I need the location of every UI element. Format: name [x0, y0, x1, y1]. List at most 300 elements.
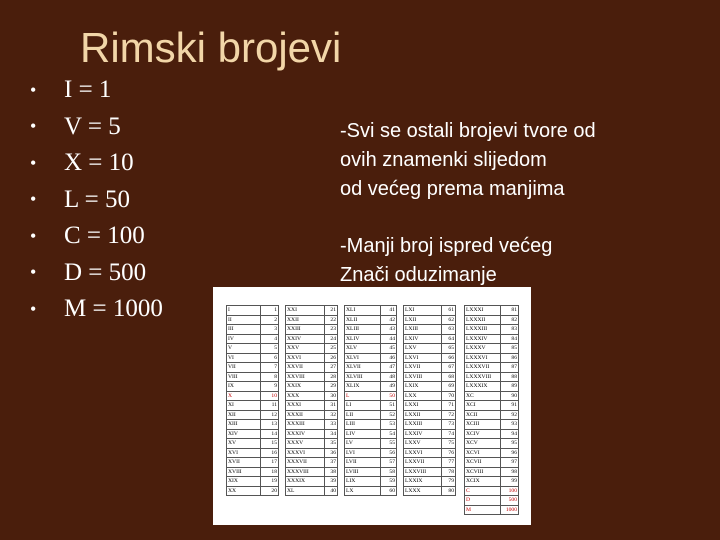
roman-numeral-cell: LXV: [404, 344, 442, 354]
bullet-item: [30, 109, 163, 146]
roman-numeral-cell: XXVII: [286, 363, 325, 373]
roman-numeral-cell: LXI: [404, 306, 442, 316]
bullet-text: I = 1: [64, 76, 112, 104]
roman-numeral-cell: V: [227, 344, 261, 354]
arabic-value-cell: 76: [442, 448, 456, 458]
roman-numeral-cell: LIV: [345, 429, 381, 439]
roman-numeral-cell: LXXIX: [404, 477, 442, 487]
bullet-item: [30, 255, 163, 292]
roman-numeral-cell: XXIX: [286, 382, 325, 392]
arabic-value-cell: 69: [442, 382, 456, 392]
table-row: [227, 363, 279, 373]
arabic-value-cell: 44: [381, 334, 397, 344]
table-row: [227, 401, 279, 411]
arabic-value-cell: 71: [442, 401, 456, 411]
roman-numeral-cell: XXXIII: [286, 420, 325, 430]
roman-numeral-cell: XIX: [227, 477, 261, 487]
numeral-list: [30, 72, 163, 328]
roman-numeral-cell: XV: [227, 439, 261, 449]
note-line: Znači oduzimanje: [340, 264, 497, 286]
roman-numeral-cell: XVIII: [227, 467, 261, 477]
table-row: [404, 372, 456, 382]
roman-numeral-cell: LV: [345, 439, 381, 449]
arabic-value-cell: 77: [442, 458, 456, 468]
table-row: [404, 439, 456, 449]
table-row: [345, 439, 397, 449]
table-row: [227, 315, 279, 325]
table-row: [286, 429, 338, 439]
arabic-value-cell: 79: [442, 477, 456, 487]
arabic-value-cell: 3: [261, 325, 279, 335]
arabic-value-cell: 10: [261, 391, 279, 401]
table-row: [345, 306, 397, 316]
table-row: [404, 382, 456, 392]
arabic-value-cell: 6: [261, 353, 279, 363]
table-row: [465, 458, 519, 468]
roman-numeral-cell: XCVIII: [465, 467, 501, 477]
bullet-marker: •: [30, 189, 37, 210]
arabic-value-cell: 49: [381, 382, 397, 392]
table-row: [286, 439, 338, 449]
table-row: [404, 401, 456, 411]
roman-numeral-cell: III: [227, 325, 261, 335]
arabic-value-cell: 81: [500, 306, 518, 316]
arabic-value-cell: 55: [381, 439, 397, 449]
note-subtraction: [340, 232, 552, 290]
arabic-value-cell: 92: [500, 410, 518, 420]
arabic-value-cell: 88: [500, 372, 518, 382]
roman-numeral-cell: LXXIV: [404, 429, 442, 439]
arabic-value-cell: 98: [500, 467, 518, 477]
arabic-value-cell: 47: [381, 363, 397, 373]
roman-numeral-cell: LI: [345, 401, 381, 411]
arabic-value-cell: 11: [261, 401, 279, 411]
table-row: [465, 306, 519, 316]
table-row: [345, 429, 397, 439]
table-row: [465, 372, 519, 382]
table-row: [227, 382, 279, 392]
table-row: [286, 306, 338, 316]
arabic-value-cell: 13: [261, 420, 279, 430]
roman-numeral-cell: LII: [345, 410, 381, 420]
bullet-marker: •: [30, 116, 37, 137]
bullet-text: V = 5: [64, 112, 121, 140]
bullet-item: [30, 72, 163, 109]
arabic-value-cell: 97: [500, 458, 518, 468]
table-row: [286, 344, 338, 354]
bullet-text: C = 100: [64, 222, 145, 250]
arabic-value-cell: 40: [324, 486, 337, 496]
arabic-value-cell: 100: [500, 486, 518, 496]
table-row: [227, 325, 279, 335]
arabic-value-cell: 51: [381, 401, 397, 411]
roman-numeral-cell: LXXIII: [404, 420, 442, 430]
roman-numeral-cell: XCII: [465, 410, 501, 420]
arabic-value-cell: 8: [261, 372, 279, 382]
arabic-value-cell: 61: [442, 306, 456, 316]
arabic-value-cell: 18: [261, 467, 279, 477]
arabic-value-cell: 53: [381, 420, 397, 430]
arabic-value-cell: 42: [381, 315, 397, 325]
arabic-value-cell: 86: [500, 353, 518, 363]
arabic-value-cell: 28: [324, 372, 337, 382]
bullet-marker: •: [30, 262, 37, 283]
roman-numeral-cell: VII: [227, 363, 261, 373]
arabic-value-cell: 82: [500, 315, 518, 325]
roman-numeral-cell: XI: [227, 401, 261, 411]
table-row: [465, 505, 519, 515]
arabic-value-cell: 26: [324, 353, 337, 363]
arabic-value-cell: 84: [500, 334, 518, 344]
roman-numeral-cell: D: [465, 496, 501, 506]
table-row: [404, 353, 456, 363]
arabic-value-cell: 70: [442, 391, 456, 401]
bullet-marker: •: [30, 225, 37, 246]
bullet-text: D = 500: [64, 258, 147, 286]
roman-numeral-cell: XXV: [286, 344, 325, 354]
table-row: [286, 410, 338, 420]
arabic-value-cell: 85: [500, 344, 518, 354]
note-line: -Svi se ostali brojevi tvore od: [340, 120, 596, 142]
numeral-table-group: [464, 305, 519, 515]
table-row: [345, 344, 397, 354]
roman-numeral-cell: LXXXII: [465, 315, 501, 325]
table-row: [465, 353, 519, 363]
table-row: [286, 420, 338, 430]
roman-numeral-cell: LXXVI: [404, 448, 442, 458]
bullet-marker: •: [30, 79, 37, 100]
arabic-value-cell: 37: [324, 458, 337, 468]
arabic-value-cell: 65: [442, 344, 456, 354]
table-row: [286, 391, 338, 401]
arabic-value-cell: 36: [324, 448, 337, 458]
table-row: [227, 353, 279, 363]
arabic-value-cell: 500: [500, 496, 518, 506]
note-line: -Manji broj ispred većeg: [340, 235, 553, 257]
table-row: [404, 315, 456, 325]
arabic-value-cell: 89: [500, 382, 518, 392]
arabic-value-cell: 15: [261, 439, 279, 449]
table-row: [227, 467, 279, 477]
arabic-value-cell: 52: [381, 410, 397, 420]
table-row: [345, 448, 397, 458]
table-row: [465, 429, 519, 439]
arabic-value-cell: 29: [324, 382, 337, 392]
slide-title: Rimski brojevi: [80, 24, 342, 71]
roman-numeral-cell: XVI: [227, 448, 261, 458]
arabic-value-cell: 74: [442, 429, 456, 439]
table-row: [286, 315, 338, 325]
roman-numeral-cell: XXII: [286, 315, 325, 325]
table-row: [227, 486, 279, 496]
arabic-value-cell: 17: [261, 458, 279, 468]
arabic-value-cell: 72: [442, 410, 456, 420]
roman-numeral-cell: II: [227, 315, 261, 325]
roman-numeral-cell: XXI: [286, 306, 325, 316]
table-row: [465, 496, 519, 506]
bullet-text: L = 50: [64, 185, 130, 213]
arabic-value-cell: 66: [442, 353, 456, 363]
table-row: [227, 439, 279, 449]
arabic-value-cell: 60: [381, 486, 397, 496]
table-row: [286, 353, 338, 363]
arabic-value-cell: 5: [261, 344, 279, 354]
table-row: [465, 448, 519, 458]
roman-numeral-cell: LXIX: [404, 382, 442, 392]
note-line: ovih znamenki slijedom: [340, 149, 547, 171]
roman-numeral-cell: LXXXIV: [465, 334, 501, 344]
arabic-value-cell: 56: [381, 448, 397, 458]
table-row: [465, 344, 519, 354]
roman-numeral-cell: XXXVIII: [286, 467, 325, 477]
arabic-value-cell: 20: [261, 486, 279, 496]
table-row: [345, 486, 397, 496]
table-row: [345, 372, 397, 382]
arabic-value-cell: 59: [381, 477, 397, 487]
table-row: [345, 353, 397, 363]
roman-numeral-cell: IV: [227, 334, 261, 344]
table-row: [286, 334, 338, 344]
roman-numeral-cell: XCVII: [465, 458, 501, 468]
table-row: [465, 315, 519, 325]
note-composition: [340, 117, 596, 204]
table-row: [404, 448, 456, 458]
roman-numeral-cell: LXIV: [404, 334, 442, 344]
roman-numeral-cell: XLVIII: [345, 372, 381, 382]
table-row: [345, 410, 397, 420]
arabic-value-cell: 90: [500, 391, 518, 401]
roman-numeral-cell: XIV: [227, 429, 261, 439]
roman-numeral-cell: XLV: [345, 344, 381, 354]
table-row: [345, 420, 397, 430]
table-row: [345, 334, 397, 344]
roman-numeral-cell: LXVII: [404, 363, 442, 373]
table-row: [286, 325, 338, 335]
roman-numeral-cell: X: [227, 391, 261, 401]
table-row: [404, 391, 456, 401]
arabic-value-cell: 12: [261, 410, 279, 420]
arabic-value-cell: 27: [324, 363, 337, 373]
arabic-value-cell: 58: [381, 467, 397, 477]
arabic-value-cell: 1: [261, 306, 279, 316]
roman-numeral-cell: XLVI: [345, 353, 381, 363]
roman-numeral-cell: VIII: [227, 372, 261, 382]
roman-numeral-cell: LXXI: [404, 401, 442, 411]
table-row: [345, 467, 397, 477]
roman-numeral-cell: XLIX: [345, 382, 381, 392]
arabic-value-cell: 4: [261, 334, 279, 344]
table-row: [286, 372, 338, 382]
arabic-value-cell: 99: [500, 477, 518, 487]
bullet-item: [30, 145, 163, 182]
table-row: [286, 363, 338, 373]
roman-numeral-cell: XXXVII: [286, 458, 325, 468]
roman-numeral-cell: I: [227, 306, 261, 316]
roman-numeral-cell: LIII: [345, 420, 381, 430]
table-row: [465, 439, 519, 449]
arabic-value-cell: 16: [261, 448, 279, 458]
roman-numeral-cell: XXX: [286, 391, 325, 401]
table-row: [404, 325, 456, 335]
arabic-value-cell: 32: [324, 410, 337, 420]
arabic-value-cell: 24: [324, 334, 337, 344]
roman-numeral-cell: XCVI: [465, 448, 501, 458]
roman-numeral-cell: XCV: [465, 439, 501, 449]
table-row: [227, 410, 279, 420]
table-row: [465, 410, 519, 420]
table-row: [286, 486, 338, 496]
arabic-value-cell: 7: [261, 363, 279, 373]
arabic-value-cell: 30: [324, 391, 337, 401]
arabic-value-cell: 83: [500, 325, 518, 335]
table-row: [345, 401, 397, 411]
roman-numeral-cell: LXXXV: [465, 344, 501, 354]
table-row: [404, 477, 456, 487]
roman-numeral-cell: LXXX: [404, 486, 442, 496]
table-row: [465, 391, 519, 401]
roman-numeral-cell: XLVII: [345, 363, 381, 373]
arabic-value-cell: 63: [442, 325, 456, 335]
roman-numeral-cell: LXVIII: [404, 372, 442, 382]
table-row: [465, 401, 519, 411]
bullet-marker: •: [30, 152, 37, 173]
roman-numeral-cell: XXXII: [286, 410, 325, 420]
arabic-value-cell: 87: [500, 363, 518, 373]
numeral-table-image: [213, 287, 531, 525]
roman-numeral-cell: XXVIII: [286, 372, 325, 382]
roman-numeral-cell: XCIV: [465, 429, 501, 439]
bullet-item: [30, 218, 163, 255]
roman-numeral-cell: LXX: [404, 391, 442, 401]
arabic-value-cell: 96: [500, 448, 518, 458]
table-row: [404, 344, 456, 354]
table-row: [465, 477, 519, 487]
arabic-value-cell: 25: [324, 344, 337, 354]
roman-numeral-cell: XLII: [345, 315, 381, 325]
table-row: [465, 334, 519, 344]
roman-numeral-cell: XXIII: [286, 325, 325, 335]
arabic-value-cell: 46: [381, 353, 397, 363]
arabic-value-cell: 62: [442, 315, 456, 325]
arabic-value-cell: 33: [324, 420, 337, 430]
roman-numeral-cell: XXXIV: [286, 429, 325, 439]
table-row: [404, 306, 456, 316]
bullet-text: M = 1000: [64, 295, 163, 323]
arabic-value-cell: 38: [324, 467, 337, 477]
roman-numeral-cell: XII: [227, 410, 261, 420]
arabic-value-cell: 45: [381, 344, 397, 354]
table-row: [404, 486, 456, 496]
arabic-value-cell: 95: [500, 439, 518, 449]
arabic-value-cell: 34: [324, 429, 337, 439]
arabic-value-cell: 43: [381, 325, 397, 335]
numeral-table-group: [344, 305, 397, 496]
bullet-item: [30, 182, 163, 219]
arabic-value-cell: 54: [381, 429, 397, 439]
roman-numeral-cell: LVIII: [345, 467, 381, 477]
bullet-item: [30, 291, 163, 328]
table-row: [227, 477, 279, 487]
table-row: [465, 467, 519, 477]
table-row: [227, 344, 279, 354]
roman-numeral-cell: XCIX: [465, 477, 501, 487]
table-row: [345, 382, 397, 392]
table-row: [404, 467, 456, 477]
table-row: [345, 363, 397, 373]
table-row: [286, 382, 338, 392]
table-row: [465, 382, 519, 392]
arabic-value-cell: 94: [500, 429, 518, 439]
roman-numeral-cell: LX: [345, 486, 381, 496]
table-row: [227, 334, 279, 344]
arabic-value-cell: 57: [381, 458, 397, 468]
roman-numeral-cell: XXXV: [286, 439, 325, 449]
numeral-table-group: [403, 305, 456, 496]
roman-numeral-cell: XL: [286, 486, 325, 496]
roman-numeral-cell: XXIV: [286, 334, 325, 344]
roman-numeral-cell: XXXIX: [286, 477, 325, 487]
roman-numeral-cell: LXXVIII: [404, 467, 442, 477]
table-row: [345, 391, 397, 401]
roman-numeral-cell: L: [345, 391, 381, 401]
arabic-value-cell: 68: [442, 372, 456, 382]
table-row: [404, 363, 456, 373]
roman-numeral-cell: LXXXVII: [465, 363, 501, 373]
arabic-value-cell: 9: [261, 382, 279, 392]
table-row: [404, 429, 456, 439]
table-row: [286, 477, 338, 487]
arabic-value-cell: 48: [381, 372, 397, 382]
roman-numeral-cell: XXXVI: [286, 448, 325, 458]
roman-numeral-cell: XIII: [227, 420, 261, 430]
arabic-value-cell: 41: [381, 306, 397, 316]
roman-numeral-cell: LXXXVIII: [465, 372, 501, 382]
arabic-value-cell: 80: [442, 486, 456, 496]
table-row: [286, 458, 338, 468]
table-row: [227, 429, 279, 439]
arabic-value-cell: 14: [261, 429, 279, 439]
roman-numeral-cell: XXXI: [286, 401, 325, 411]
table-row: [465, 363, 519, 373]
arabic-value-cell: 91: [500, 401, 518, 411]
roman-numeral-cell: LXXXIX: [465, 382, 501, 392]
arabic-value-cell: 93: [500, 420, 518, 430]
table-row: [227, 448, 279, 458]
roman-numeral-cell: LXII: [404, 315, 442, 325]
roman-numeral-cell: LXXXVI: [465, 353, 501, 363]
roman-numeral-cell: XLIII: [345, 325, 381, 335]
roman-numeral-cell: XLI: [345, 306, 381, 316]
numeral-table-group: [285, 305, 338, 496]
roman-numeral-cell: LXXVII: [404, 458, 442, 468]
table-row: [465, 325, 519, 335]
table-row: [404, 420, 456, 430]
roman-numeral-cell: C: [465, 486, 501, 496]
arabic-value-cell: 73: [442, 420, 456, 430]
table-row: [286, 448, 338, 458]
bullet-marker: •: [30, 298, 37, 319]
roman-numeral-cell: M: [465, 505, 501, 515]
table-row: [227, 458, 279, 468]
table-row: [345, 325, 397, 335]
roman-numeral-cell: LXIII: [404, 325, 442, 335]
arabic-value-cell: 39: [324, 477, 337, 487]
numeral-table-group: [226, 305, 279, 496]
arabic-value-cell: 31: [324, 401, 337, 411]
table-row: [465, 420, 519, 430]
roman-numeral-cell: XVII: [227, 458, 261, 468]
roman-numeral-cell: LVII: [345, 458, 381, 468]
